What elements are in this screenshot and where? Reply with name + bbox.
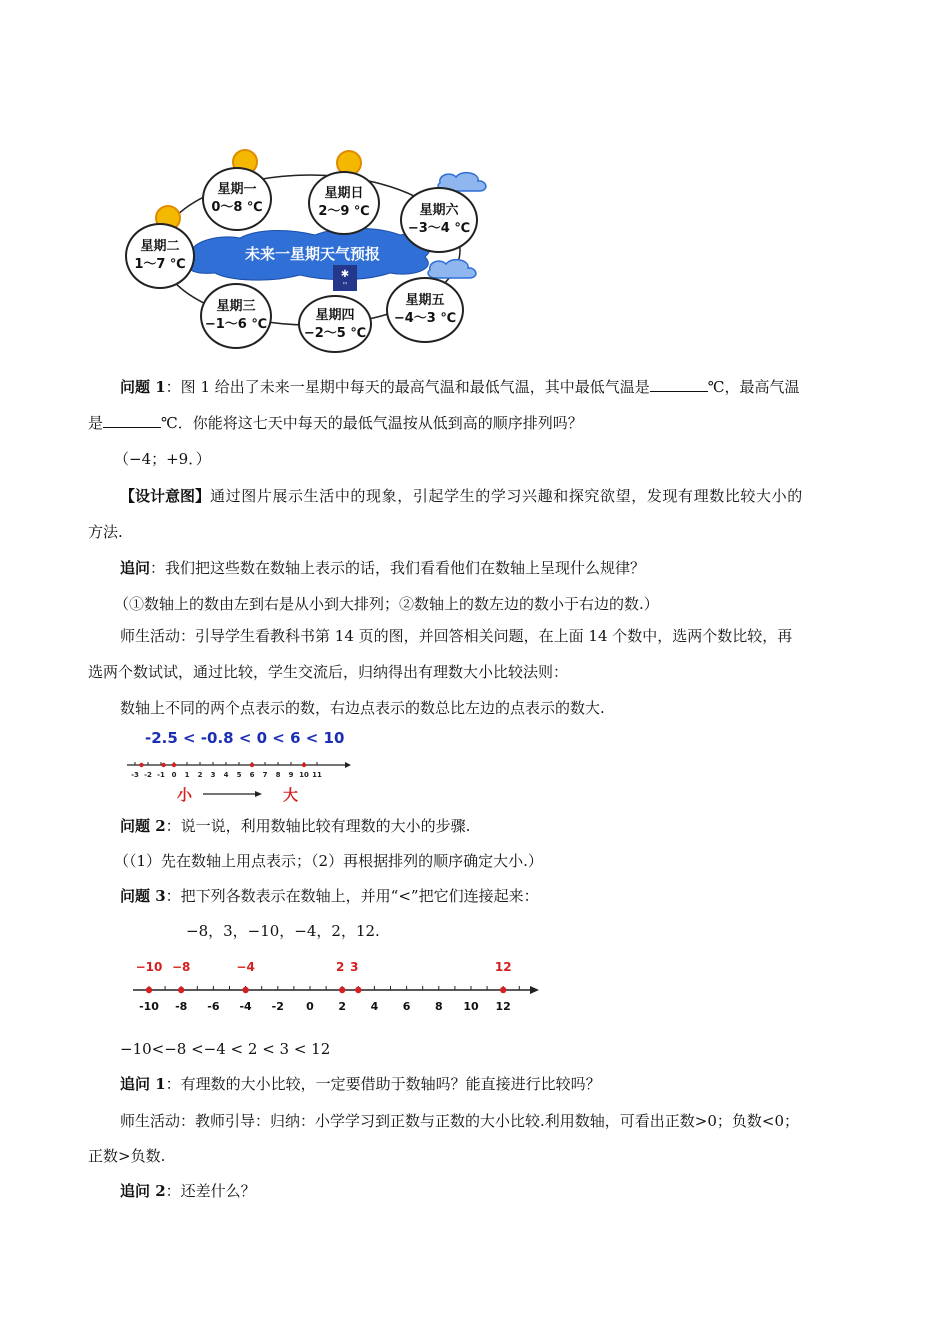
q1-blank-high <box>103 413 161 428</box>
axis1-tick-label: 11 <box>312 771 322 779</box>
q3-line <box>0 885 950 907</box>
q3-numbers: −8，3，−10，−4，2，12. <box>186 922 380 940</box>
svg-text:✱: ✱ <box>340 269 350 280</box>
axis2-tick-label: -6 <box>207 1000 220 1013</box>
q1-text: ：图 1 给出了未来一星期中每天的最高气温和最低气温，其中最低气温是 <box>165 378 650 396</box>
q3-text: ：把下列各数表示在数轴上，并用“<”把它们连接起来： <box>165 887 539 905</box>
axis1-tick-label: 10 <box>299 771 309 779</box>
q2-answer: （（1）先在数轴上用点表示；（2）再根据排列的顺序确定大小.） <box>114 852 543 870</box>
axis1-big-label: 大 <box>283 786 299 804</box>
day-friday <box>386 277 464 343</box>
axis2-tick-label: 4 <box>370 1000 379 1013</box>
day-saturday <box>400 187 478 253</box>
axis2-point <box>355 987 361 993</box>
axis2-point-label: 2 <box>336 960 345 974</box>
followup1-line <box>0 1073 950 1095</box>
axis1-tick-label: -1 <box>157 771 165 779</box>
axis2-tick-label: 8 <box>434 1000 443 1013</box>
axis2-tick-label: -2 <box>271 1000 284 1013</box>
axis2-point <box>146 987 152 993</box>
axis2-point <box>242 987 248 993</box>
q3-label: 问题 3 <box>120 887 166 905</box>
axis2-tick-label: -4 <box>239 1000 252 1013</box>
q1-label: 问题 1 <box>120 378 166 396</box>
axis1-tick-label: 6 <box>249 771 255 779</box>
q2-text: ：说一说，利用数轴比较有理数的大小的步骤. <box>165 817 471 835</box>
followup0-line <box>0 557 950 579</box>
axis1-tick-label: -2 <box>144 771 152 779</box>
day-tuesday <box>125 223 195 289</box>
axis2-tick-label: 12 <box>495 1000 511 1013</box>
axis2-tick-label: 2 <box>338 1000 347 1013</box>
axis2-tick-label: -10 <box>139 1000 159 1013</box>
axis2-point-label: 3 <box>350 960 359 974</box>
axis2-graphics <box>125 955 550 1020</box>
followup1-label: 追问 1 <box>120 1075 166 1093</box>
axis2-tick-label: -8 <box>175 1000 188 1013</box>
axis1-tick-label: 0 <box>171 771 177 779</box>
axis2-point-label: −4 <box>236 960 255 974</box>
axis1-tick-label: 4 <box>223 771 229 779</box>
q1-blank-low <box>650 377 708 392</box>
axis1-tick-label: 3 <box>210 771 216 779</box>
axis1-title: -2.5 < -0.8 < 0 < 6 < 10 <box>145 729 345 747</box>
day-temp: −3～4 ℃ <box>407 221 471 236</box>
weather-figure <box>120 135 500 355</box>
axis2-point <box>339 987 345 993</box>
axis1-point <box>161 763 165 767</box>
day-label: 星期三 <box>216 299 256 314</box>
followup1-text: ：有理数的大小比较，一定要借助于数轴吗？能直接进行比较吗？ <box>165 1075 601 1093</box>
q2-label: 问题 2 <box>120 817 166 835</box>
day-temp: −2～5 ℃ <box>303 326 367 341</box>
day-label: 星期四 <box>315 308 355 323</box>
day-sunday <box>308 171 380 235</box>
axis2-point-label: −10 <box>135 960 163 974</box>
q1-line1 <box>0 376 950 398</box>
svg-text:'': '' <box>342 281 348 290</box>
axis2-point <box>500 987 506 993</box>
axis1-point <box>250 763 254 767</box>
day-thursday <box>298 295 372 353</box>
axis2-point-label: 12 <box>494 960 512 974</box>
design-label: 【设计意图】 <box>120 487 211 505</box>
day-temp: −4～3 ℃ <box>393 311 457 326</box>
q3-answer: −10<−8 <−4 < 2 < 3 < 12 <box>120 1040 331 1058</box>
followup0-text: ：我们把这些数在数轴上表示的话，我们看看他们在数轴上呈现什么规律？ <box>150 559 646 577</box>
day-label: 星期六 <box>419 203 459 218</box>
axis2-tick-label: 6 <box>402 1000 411 1013</box>
number-line-1 <box>125 728 355 804</box>
axis2-tick-label: 10 <box>463 1000 479 1013</box>
followup2-line <box>0 1180 950 1202</box>
axis1-small-label: 小 <box>177 786 193 804</box>
day-label: 星期日 <box>324 186 364 201</box>
activity1-line2: 选两个数试试，通过比较，学生交流后，归纳得出有理数大小比较法则： <box>88 663 569 681</box>
q1-line2 <box>0 412 950 434</box>
followup0-label: 追问 <box>120 559 151 577</box>
day-temp: −1～6 ℃ <box>204 317 268 332</box>
axis2-tick-label: 0 <box>306 1000 314 1013</box>
day-temp: 1～7 ℃ <box>134 257 186 272</box>
axis2-point <box>178 987 184 993</box>
followup2-text: ：还差什么？ <box>165 1182 256 1200</box>
activity2-line1: 师生活动：教师引导：归纳：小学学习到正数与正数的大小比较.利用数轴，可看出正数>0；负数<0； <box>120 1112 799 1130</box>
axis1-tick-label: 5 <box>236 771 242 779</box>
followup2-label: 追问 2 <box>120 1182 166 1200</box>
day-monday <box>202 167 272 231</box>
day-label: 星期二 <box>140 239 180 254</box>
day-temp: 0～8 ℃ <box>211 200 263 215</box>
axis1-arrow <box>345 762 351 768</box>
q1-answer: （−4；+9．） <box>114 450 211 468</box>
q1-line2-pre: 是 <box>88 414 104 432</box>
day-label: 星期一 <box>217 182 257 197</box>
q2-line <box>0 815 950 837</box>
axis1-graphics <box>125 728 355 804</box>
cloud-icon <box>428 260 476 278</box>
day-wednesday <box>200 283 272 349</box>
axis1-tick-label: 7 <box>262 771 268 779</box>
axis1-tick-label: 9 <box>288 771 294 779</box>
day-label: 星期五 <box>405 293 445 308</box>
q1-line2-post: ℃．你能将这七天中每天的最低气温按从低到高的顺序排列吗？ <box>161 414 583 432</box>
design-line1 <box>0 485 950 507</box>
snow-icon <box>333 265 357 291</box>
followup0-answer: （①数轴上的数由左到右是从小到大排列；②数轴上的数左边的数小于右边的数.） <box>114 595 659 613</box>
axis1-tick-label: -3 <box>131 771 139 779</box>
axis1-tick-label: 2 <box>197 771 203 779</box>
banner-title: 未来一星期天气预报 <box>244 245 380 263</box>
axis1-tick-label: 8 <box>275 771 281 779</box>
activity1-rule: 数轴上不同的两个点表示的数，右边点表示的数总比左边的点表示的数大. <box>120 699 605 717</box>
axis2-arrow <box>530 986 539 994</box>
q1-unit: ℃，最高气温 <box>707 378 800 396</box>
axis1-tick-label: 1 <box>184 771 190 779</box>
axis2-point-label: −8 <box>171 960 191 974</box>
axis1-point <box>302 763 306 767</box>
design-text: 通过图片展示生活中的现象，引起学生的学习兴趣和探究欲望，发现有理数比较大小的 <box>210 487 803 505</box>
activity2-line2: 正数>负数. <box>88 1147 166 1165</box>
axis1-point <box>172 763 176 767</box>
number-line-2 <box>125 955 550 1020</box>
design-line2: 方法. <box>88 523 123 541</box>
day-temp: 2～9 ℃ <box>318 204 370 219</box>
axis1-point <box>139 763 143 767</box>
axis1-order-arrowhead <box>255 791 262 797</box>
activity1-line1: 师生活动：引导学生看教科书第 14 页的图，并回答相关问题，在上面 14 个数中，选两个数比较，再 <box>120 627 793 645</box>
